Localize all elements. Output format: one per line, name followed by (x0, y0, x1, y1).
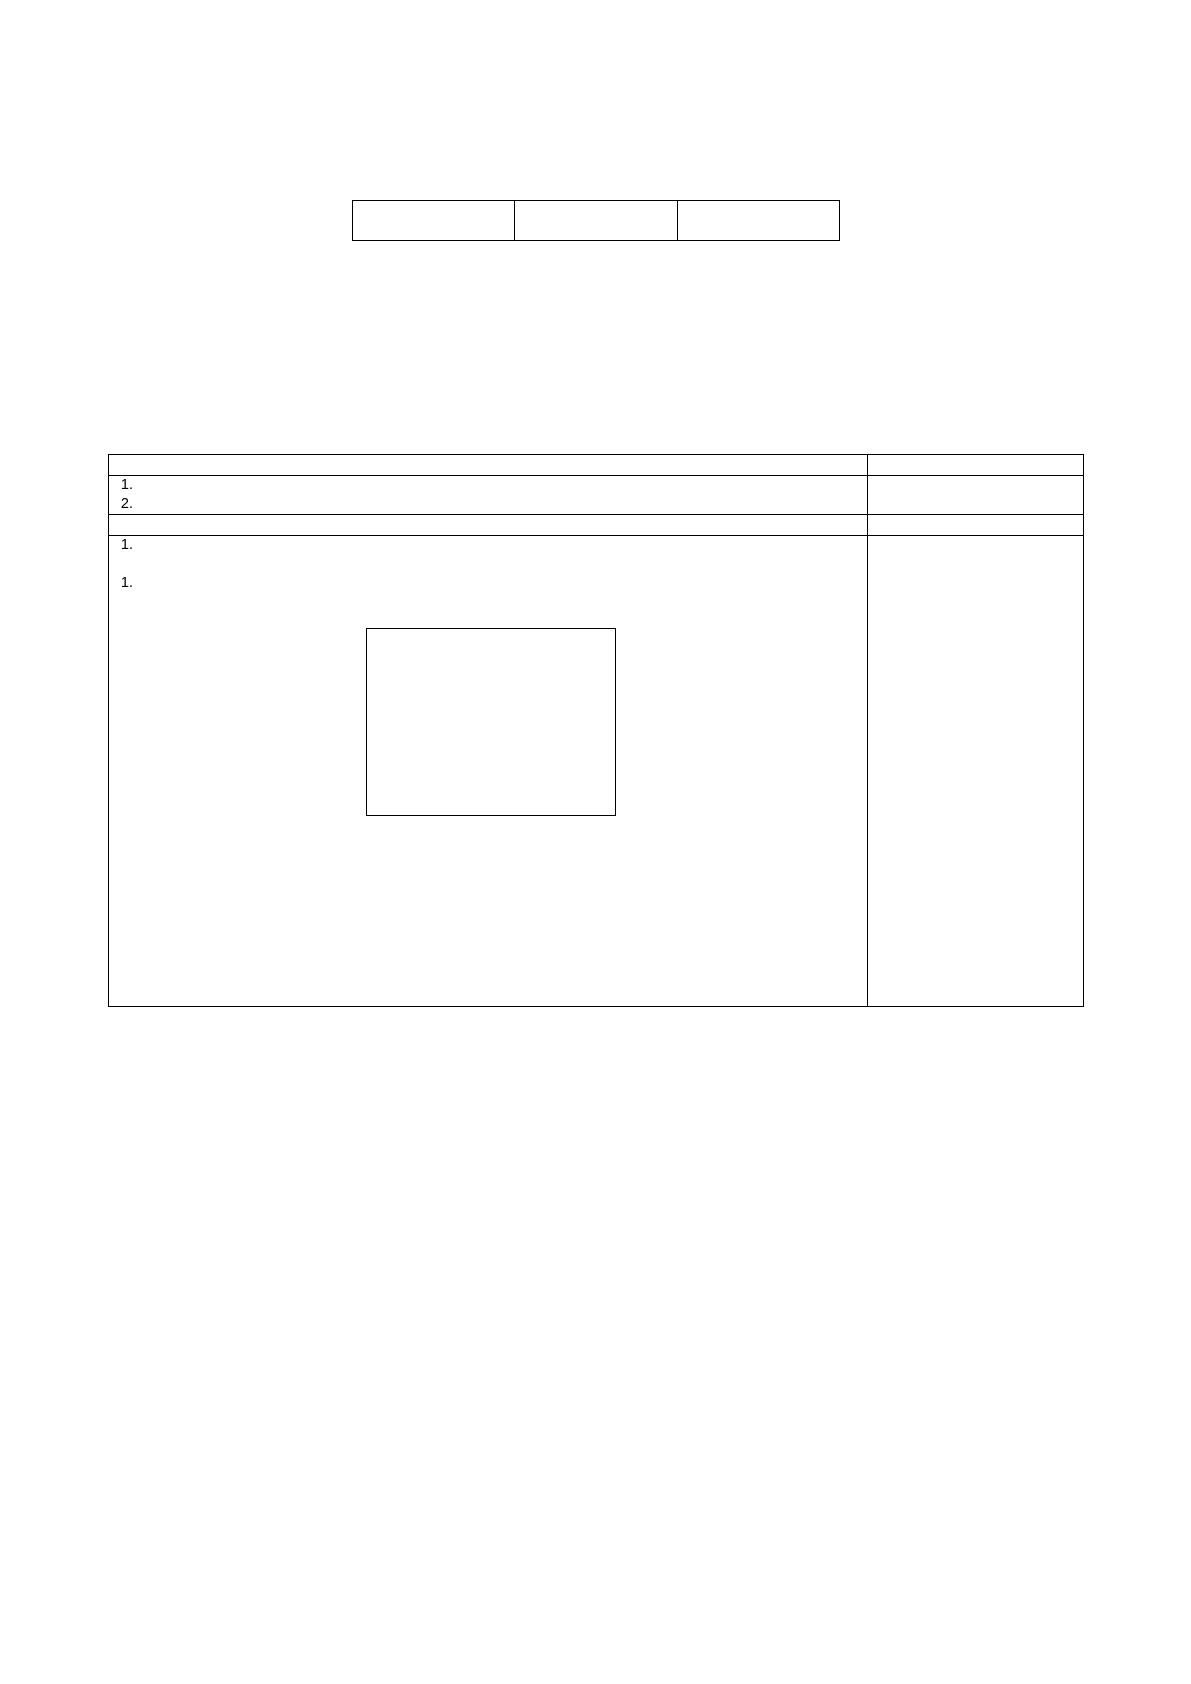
header-specification (677, 201, 839, 241)
procedure-body-cell (109, 536, 868, 1007)
list-item (137, 476, 865, 495)
procedure-remarks-header (868, 515, 1084, 536)
voltage-table (352, 200, 840, 241)
instrument-list (111, 476, 865, 514)
procedure-table (108, 454, 1084, 1007)
procedure-body-row (109, 536, 1084, 1007)
list-item (137, 574, 865, 593)
instrument-name-header (109, 455, 868, 476)
list-item (137, 536, 865, 555)
header-test-point (515, 201, 677, 241)
instrument-list-cell (109, 476, 868, 515)
remarks-header (868, 455, 1084, 476)
instrument-list-row (109, 476, 1084, 515)
voltage-table-header (353, 201, 840, 241)
section-heading-voltage (101, 131, 182, 162)
procedure-steps (111, 536, 865, 555)
color-bar-pattern (366, 628, 616, 816)
instrument-header-row (109, 455, 1084, 476)
procedure-header-row (109, 515, 1084, 536)
list-item (137, 495, 865, 514)
procedure-remarks-cell (868, 536, 1084, 1007)
header-voltage (353, 201, 515, 241)
chapter-heading (101, 70, 149, 110)
section-heading-picture (101, 374, 182, 405)
procedure-header (109, 515, 868, 536)
inspection-steps (111, 574, 865, 593)
instrument-remarks-cell (868, 476, 1084, 515)
